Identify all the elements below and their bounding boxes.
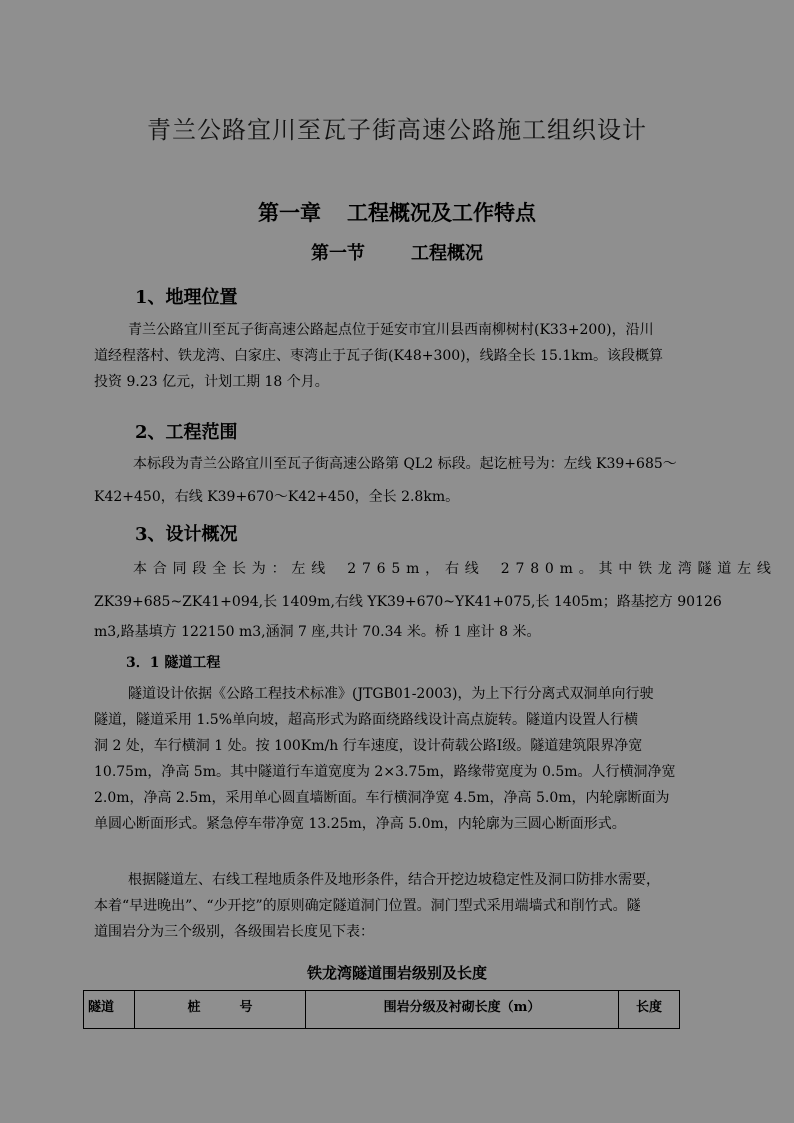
rock-grade-table bbox=[83, 990, 680, 1029]
section-heading bbox=[0, 239, 794, 265]
header-rock-grade-length: 围岩分级及衬砌长度（m） bbox=[306, 991, 619, 1029]
tunnel-line-6: 单圆心断面形式。紧急停车带净宽 13.25m，净高 5.0m，内轮廓为三圆心断面形式。 bbox=[94, 816, 626, 832]
header-tunnel: 隧道 bbox=[84, 991, 135, 1029]
chapter-number: 第一章 bbox=[258, 200, 321, 225]
tunnel-line-5: 2.0m，净高 2.5m，采用单心圆直墙断面。车行横洞净宽 4.5m，净高 5.0m，内轮廓断面为 bbox=[94, 790, 670, 806]
section-number: 第一节 bbox=[311, 243, 365, 264]
design-line-3: m3,路基填方 122150 m3,涵洞 7 座,共计 70.34 米。桥 1 座计 8 米。 bbox=[94, 624, 541, 640]
tunnel-line-2: 隧道，隧道采用 1.5%单向坡，超高形式为路面绕路线设计高点旋转。隧道内设置人行横 bbox=[94, 712, 639, 728]
heading-design: 3、设计概况 bbox=[135, 524, 238, 545]
portal-line-2: 本着“早进晚出”、“少开挖”的原则确定隧道洞门位置。洞门型式采用端墙式和削竹式。隧 bbox=[94, 898, 641, 914]
header-length: 长度 bbox=[619, 991, 680, 1029]
section-name: 工程概况 bbox=[411, 243, 483, 264]
location-line-2: 道经程落村、铁龙湾、白家庄、枣湾止于瓦子街(K48+300)，线路全长 15.1km。该段概算 bbox=[94, 348, 664, 364]
page-title: 青兰公路宜川至瓦子街高速公路施工组织设计 bbox=[147, 116, 647, 144]
scope-line-1: 本标段为青兰公路宜川至瓦子街高速公路第 QL2 标段。起讫桩号为：左线 K39+685～ bbox=[133, 456, 677, 472]
heading-location: 1、地理位置 bbox=[135, 287, 238, 308]
design-line-1: 本合同段全长为：左线 2765m，右线 2780m。其中铁龙湾隧道左线 bbox=[133, 561, 777, 577]
portal-line-1: 根据隧道左、右线工程地质条件及地形条件，结合开挖边坡稳定性及洞口防排水需要， bbox=[128, 872, 660, 888]
scope-line-2: K42+450，右线 K39+670～K42+450，全长 2.8km。 bbox=[94, 489, 460, 505]
design-line-2: ZK39+685~ZK41+094,长 1409m,右线 YK39+670~YK41+075,长 1405m；路基挖方 90126 bbox=[94, 594, 722, 610]
tunnel-line-1: 隧道设计依据《公路工程技术标准》(JTGB01-2003)，为上下行分离式双洞单向行驶 bbox=[128, 686, 654, 702]
location-line-1: 青兰公路宜川至瓦子街高速公路起点位于延安市宜川县西南柳树村(K33+200)，沿川 bbox=[128, 322, 654, 338]
tunnel-line-3: 洞 2 处，车行横洞 1 处。按 100Km/h 行车速度，设计荷载公路Ⅰ级。隧道建筑限界净宽 bbox=[94, 738, 643, 754]
table-caption: 铁龙湾隧道围岩级别及长度 bbox=[306, 964, 487, 982]
heading-scope: 2、工程范围 bbox=[135, 422, 238, 443]
tunnel-line-4: 10.75m，净高 5m。其中隧道行车道宽度为 2×3.75m，路缘带宽度为 0.5m。人行横洞净宽 bbox=[94, 764, 676, 780]
location-line-3: 投资 9.23 亿元，计划工期 18 个月。 bbox=[94, 374, 329, 390]
portal-line-3: 道围岩分为三个级别，各级围岩长度见下表： bbox=[94, 924, 374, 940]
header-station: 桩 号 bbox=[135, 991, 306, 1029]
heading-tunnel: 3．1 隧道工程 bbox=[126, 655, 221, 671]
chapter-heading bbox=[0, 197, 794, 227]
chapter-name: 工程概况及工作特点 bbox=[347, 200, 536, 225]
table-header-row bbox=[84, 991, 680, 1029]
